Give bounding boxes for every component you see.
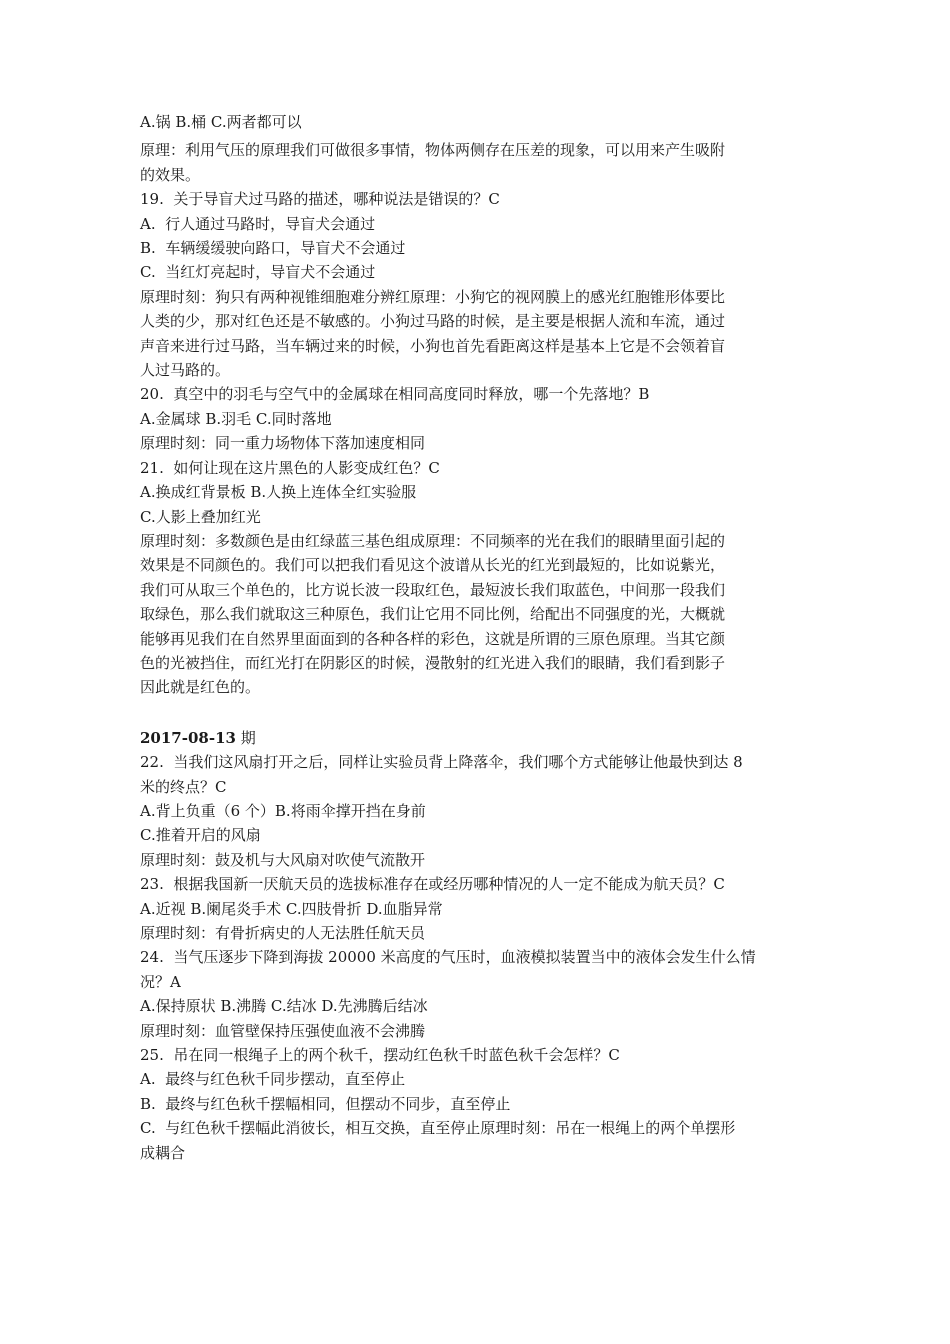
section-heading (140, 726, 816, 750)
option-line: B. 车辆缓缓驶向路口，导盲犬不会通过 (140, 239, 406, 258)
question-19: 19. 关于导盲犬过马路的描述，哪种说法是错误的？C (140, 190, 500, 209)
option-line: B. 最终与红色秋千摆幅相同，但摆动不同步，直至停止 (140, 1094, 511, 1113)
question-24: 24. 当气压逐步下降到海拔 20000 米高度的气压时，血液模拟装置当中的液体会发生什么情 (140, 948, 756, 967)
text-line: A.锅 B.桶 C.两者都可以 (140, 113, 302, 131)
text-line: 原理时刻：有骨折病史的人无法胜任航天员 (140, 924, 426, 942)
text-line: 况？A (140, 972, 181, 991)
option-line: C. 与红色秋千摆幅此消彼长，相互交换，直至停止原理时刻：吊在一根绳上的两个单摆形 (140, 1119, 736, 1138)
text-line: 原理时刻：鼓及机与大风扇对吹使气流散开 (140, 850, 426, 869)
question-23: 23. 根据我国新一厌航天员的选拔标准存在或经历哪种情况的人一定不能成为航天员？C (140, 875, 725, 894)
text-line: 因此就是红色的。 (140, 678, 261, 697)
text-line: 人过马路的。 (140, 361, 231, 380)
section-date: 2017-08-13 (140, 728, 236, 747)
option-line: A.金属球 B.羽毛 C.同时落地 (140, 409, 332, 428)
option-line: A. 最终与红色秋千同步摆动，直至停止 (140, 1070, 406, 1089)
option-line: A. 行人通过马路时，导盲犬会通过 (140, 214, 376, 233)
option-line: A.近视 B.阑尾炎手术 C.四肢骨折 D.血脂异常 (140, 899, 443, 918)
text-line: 的效果。 (140, 165, 201, 184)
text-line: 人类的少，那对红色还是不敏感的。小狗过马路的时候，是主要是根据人流和车流，通过 (140, 312, 726, 331)
question-25: 25. 吊在同一根绳子上的两个秋千，摆动红色秋千时蓝色秋千会怎样？C (140, 1046, 620, 1065)
option-line: A.换成红背景板 B.人换上连体全红实验服 (140, 483, 417, 502)
question-21: 21. 如何让现在这片黑色的人影变成红色？C (140, 458, 440, 477)
question-22: 22. 当我们这风扇打开之后，同样让实验员背上降落伞，我们哪个方式能够让他最快到达 8 (140, 753, 743, 772)
option-line: C.推着开启的风扇 (140, 826, 261, 845)
text-line: 米的终点？C (140, 777, 227, 796)
option-line: A.保持原状 B.沸腾 C.结冰 D.先沸腾后结冰 (140, 997, 428, 1016)
text-line: 效果是不同颜色的。我们可以把我们看见这个波谱从长光的红光到最短的，比如说紫光， (140, 556, 726, 575)
document-page (140, 110, 816, 1165)
text-line: 声音来进行过马路，当车辆过来的时候，小狗也首先看距离这样是基本上它是不会领着盲 (140, 336, 726, 355)
text-block-1 (140, 110, 816, 700)
text-line: 原理：利用气压的原理我们可做很多事情，物体两侧存在压差的现象，可以用来产生吸附 (140, 141, 726, 160)
option-line: C. 当红灯亮起时，导盲犬不会通过 (140, 263, 376, 282)
text-line: 成耦合 (140, 1143, 186, 1162)
text-line: 原理时刻：狗只有两种视锥细胞难分辨红原理：小狗它的视网膜上的感光红胞锥形体要比 (140, 287, 726, 306)
text-line: 原理时刻：多数颜色是由红绿蓝三基色组成原理：不同频率的光在我们的眼睛里面引起的 (140, 531, 726, 550)
text-line: 原理时刻：血管壁保持压强使血液不会沸腾 (140, 1021, 426, 1040)
option-line: C.人影上叠加红光 (140, 507, 261, 526)
text-line: 能够再见我们在自然界里面面到的各种各样的彩色，这就是所谓的三原色原理。当其它颜 (140, 629, 726, 648)
question-20: 20. 真空中的羽毛与空气中的金属球在相同高度同时释放，哪一个先落地？B (140, 385, 650, 404)
option-line: A.背上负重（6 个）B.将雨伞撑开挡在身前 (140, 801, 426, 820)
text-block-2 (140, 750, 816, 1165)
text-line: 我们可从取三个单色的，比方说长波一段取红色，最短波长我们取蓝色，中间那一段我们 (140, 580, 726, 599)
section-suffix: 期 (235, 728, 256, 747)
text-line: 取绿色，那么我们就取这三种原色，我们让它用不同比例，给配出不同强度的光，大概就 (140, 605, 726, 624)
text-line: 色的光被挡住，而红光打在阴影区的时候，漫散射的红光进入我们的眼睛，我们看到影子 (140, 653, 726, 672)
text-line: 原理时刻：同一重力场物体下落加速度相同 (140, 434, 426, 453)
